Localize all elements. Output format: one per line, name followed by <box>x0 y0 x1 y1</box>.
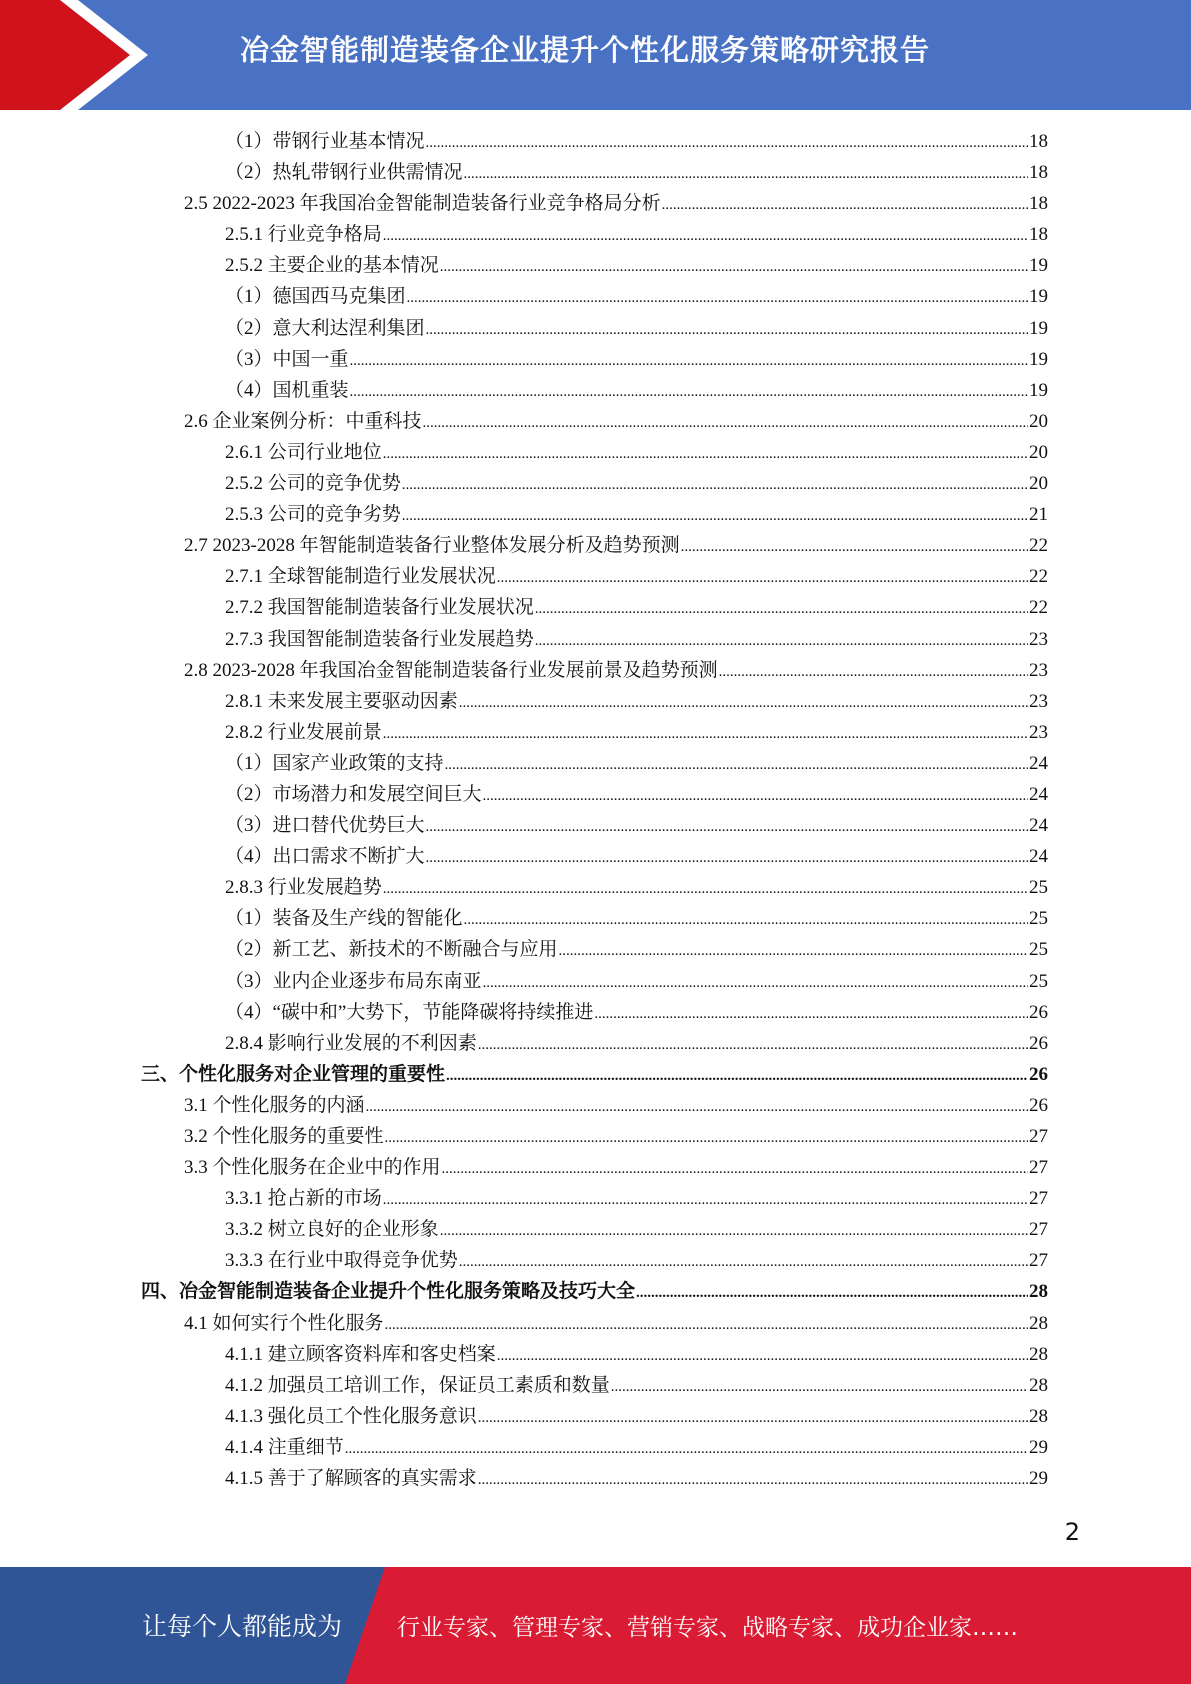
toc-entry-page: 27 <box>1029 1219 1048 1241</box>
toc-leader-dots <box>345 1434 1028 1465</box>
toc-leader-dots <box>483 968 1028 999</box>
toc-entry-title: （4）“碳中和”大势下，节能降碳将持续推进 <box>225 1001 594 1023</box>
toc-entry-title: 3.3.1 抢占新的市场 <box>225 1188 382 1210</box>
toc-entry[interactable] <box>0 313 1048 344</box>
toc-entry-page: 29 <box>1029 1468 1048 1490</box>
toc-entry-page: 19 <box>1029 286 1048 308</box>
toc-entry-title: 4.1.2 加强员工培训工作，保证员工素质和数量 <box>225 1374 610 1396</box>
toc-entry-title: （2）意大利达涅利集团 <box>225 317 425 339</box>
toc-entry-page: 26 <box>1029 1032 1048 1054</box>
toc-leader-dots <box>464 905 1028 936</box>
toc-entry-title: 3.3 个性化服务在企业中的作用 <box>184 1157 441 1179</box>
toc-leader-dots <box>559 936 1028 967</box>
toc-entry[interactable] <box>0 934 1048 965</box>
toc-entry-title: （2）热轧带钢行业供需情况 <box>225 162 463 184</box>
toc-entry-page: 28 <box>1029 1281 1048 1303</box>
toc-entry-page: 20 <box>1029 410 1048 432</box>
toc-entry[interactable] <box>0 1370 1048 1401</box>
toc-leader-dots <box>478 1465 1028 1496</box>
toc-entry-page: 27 <box>1029 1250 1048 1272</box>
toc-entry-title: 3.3.2 树立良好的企业形象 <box>225 1219 439 1241</box>
toc-entry[interactable] <box>0 810 1048 841</box>
toc-entry[interactable] <box>0 872 1048 903</box>
toc-entry-title: （2）新工艺、新技术的不断融合与应用 <box>225 939 558 961</box>
toc-entry[interactable] <box>0 748 1048 779</box>
toc-entry[interactable] <box>0 1152 1048 1183</box>
toc-entry[interactable] <box>0 126 1048 157</box>
toc-entry[interactable] <box>0 1463 1048 1494</box>
toc-leader-dots <box>681 532 1028 563</box>
toc-entry[interactable] <box>0 1090 1048 1121</box>
toc-entry[interactable] <box>0 686 1048 717</box>
toc-entry[interactable] <box>0 1245 1048 1276</box>
toc-entry[interactable] <box>0 1059 1048 1090</box>
toc-entry-title: （1）德国西马克集团 <box>225 286 406 308</box>
toc-leader-dots <box>426 315 1028 346</box>
toc-entry-title: 2.8.1 未来发展主要驱动因素 <box>225 690 458 712</box>
toc-entry-page: 25 <box>1029 877 1048 899</box>
toc-entry[interactable] <box>0 468 1048 499</box>
toc-leader-dots <box>426 812 1028 843</box>
toc-entry-page: 18 <box>1029 193 1048 215</box>
toc-entry-page: 28 <box>1029 1374 1048 1396</box>
toc-leader-dots <box>535 594 1028 625</box>
toc-leader-dots <box>636 1278 1028 1309</box>
toc-entry-title: 3.1 个性化服务的内涵 <box>184 1094 365 1116</box>
toc-leader-dots <box>478 1030 1028 1061</box>
report-title: 冶金智能制造装备企业提升个性化服务策略研究报告 <box>240 33 931 67</box>
toc-leader-dots <box>402 501 1028 532</box>
toc-entry-page: 26 <box>1029 1001 1048 1023</box>
toc-leader-dots <box>385 1310 1028 1341</box>
toc-leader-dots <box>497 563 1028 594</box>
toc-entry-page: 23 <box>1029 659 1048 681</box>
toc-entry-page: 23 <box>1029 628 1048 650</box>
toc-entry[interactable] <box>0 779 1048 810</box>
toc-entry-title: 2.5.3 公司的竞争劣势 <box>225 504 401 526</box>
toc-entry-page: 24 <box>1029 783 1048 805</box>
toc-entry[interactable] <box>0 344 1048 375</box>
toc-entry-page: 18 <box>1029 131 1048 152</box>
toc-entry[interactable] <box>0 841 1048 872</box>
toc-entry-title: 4.1 如何实行个性化服务 <box>184 1312 384 1334</box>
toc-leader-dots <box>594 999 1028 1030</box>
toc-leader-dots <box>383 719 1028 750</box>
toc-entry-title: 2.7 2023-2028 年智能制造装备行业整体发展分析及趋势预测 <box>184 535 680 557</box>
toc-entry-page: 18 <box>1029 224 1048 246</box>
toc-leader-dots <box>383 439 1028 470</box>
toc-entry-page: 26 <box>1029 1094 1048 1116</box>
toc-entry[interactable] <box>0 1308 1048 1339</box>
page-number: 2 <box>1064 1518 1080 1546</box>
toc-entry[interactable] <box>0 655 1048 686</box>
toc-entry-page: 19 <box>1029 255 1048 277</box>
toc-entry[interactable] <box>0 375 1048 406</box>
toc-entry-page: 20 <box>1029 473 1048 495</box>
toc-entry-title: 2.6 企业案例分析：中重科技 <box>184 410 422 432</box>
toc-entry[interactable] <box>0 1183 1048 1214</box>
toc-entry-title: 2.5.2 公司的竞争优势 <box>225 473 401 495</box>
toc-leader-dots <box>350 377 1028 408</box>
toc-entry-title: 四、冶金智能制造装备企业提升个性化服务策略及技巧大全 <box>141 1281 636 1303</box>
toc-leader-dots <box>383 874 1028 905</box>
toc-entry[interactable] <box>0 530 1048 561</box>
toc-leader-dots <box>478 1403 1028 1434</box>
toc-entry-page: 25 <box>1029 908 1048 930</box>
toc-entry-title: （1）装备及生产线的智能化 <box>225 908 463 930</box>
toc-entry-page: 28 <box>1029 1312 1048 1334</box>
toc-entry-title: （3）中国一重 <box>225 348 349 370</box>
toc-leader-dots <box>440 1216 1028 1247</box>
toc-entry[interactable] <box>0 157 1048 188</box>
toc-entry[interactable] <box>0 624 1048 655</box>
toc-entry-page: 23 <box>1029 721 1048 743</box>
toc-entry-page: 29 <box>1029 1436 1048 1458</box>
toc-leader-dots <box>483 781 1028 812</box>
toc-entry-page: 28 <box>1029 1405 1048 1427</box>
toc-leader-dots <box>440 252 1028 283</box>
toc-leader-dots <box>423 408 1028 439</box>
toc-leader-dots <box>385 1123 1028 1154</box>
toc-entry-title: 3.3.3 在行业中取得竞争优势 <box>225 1250 458 1272</box>
page-header <box>0 0 1191 110</box>
toc-entry[interactable] <box>0 188 1048 219</box>
toc-leader-dots <box>719 657 1028 688</box>
toc-entry[interactable] <box>0 1276 1048 1307</box>
toc-entry-title: 4.1.4 注重细节 <box>225 1436 344 1458</box>
toc-entry-title: （4）国机重装 <box>225 379 349 401</box>
toc-entry[interactable] <box>0 1121 1048 1152</box>
toc-entry-page: 25 <box>1029 939 1048 961</box>
toc-entry-page: 21 <box>1029 504 1048 526</box>
toc-entry-title: 2.6.1 公司行业地位 <box>225 441 382 463</box>
toc-leader-dots <box>383 221 1028 252</box>
toc-leader-dots <box>445 750 1028 781</box>
toc-entry-page: 22 <box>1029 535 1048 557</box>
toc-leader-dots <box>611 1372 1028 1403</box>
toc-entry-page: 22 <box>1029 597 1048 619</box>
toc-entry-title: 2.5.1 行业竞争格局 <box>225 224 382 246</box>
toc-entry-title: 2.5 2022-2023 年我国冶金智能制造装备行业竞争格局分析 <box>184 193 661 215</box>
toc-leader-dots <box>446 1061 1028 1092</box>
toc-entry-page: 18 <box>1029 162 1048 184</box>
toc-entry[interactable] <box>0 219 1048 250</box>
toc-leader-dots <box>383 1185 1028 1216</box>
toc-entry-title: 2.7.3 我国智能制造装备行业发展趋势 <box>225 628 534 650</box>
toc-entry-title: 2.8.3 行业发展趋势 <box>225 877 382 899</box>
toc-entry-title: 三、个性化服务对企业管理的重要性 <box>141 1063 446 1085</box>
toc-entry-title: （3）进口替代优势巨大 <box>225 815 425 837</box>
toc-entry-title: （4）出口需求不断扩大 <box>225 846 425 868</box>
toc-entry-title: （1）国家产业政策的支持 <box>225 752 444 774</box>
toc-entry[interactable] <box>0 592 1048 623</box>
toc-entry-title: （1）带钢行业基本情况 <box>225 131 425 152</box>
toc-entry[interactable] <box>0 997 1048 1028</box>
toc-entry-page: 25 <box>1029 970 1048 992</box>
toc-leader-dots <box>497 1341 1028 1372</box>
toc-entry[interactable] <box>0 1432 1048 1463</box>
toc-entry-title: （3）业内企业逐步布局东南亚 <box>225 970 482 992</box>
toc-entry-title: 2.8 2023-2028 年我国冶金智能制造装备行业发展前景及趋势预测 <box>184 659 718 681</box>
toc-entry-page: 24 <box>1029 815 1048 837</box>
toc-entry-title: 4.1.5 善于了解顾客的真实需求 <box>225 1468 477 1490</box>
toc-entry[interactable] <box>0 561 1048 592</box>
toc-entry[interactable] <box>0 499 1048 530</box>
toc-leader-dots <box>366 1092 1028 1123</box>
toc-entry-page: 19 <box>1029 317 1048 339</box>
toc-leader-dots <box>459 688 1028 719</box>
toc-entry-title: 4.1.3 强化员工个性化服务意识 <box>225 1405 477 1427</box>
toc-entry-page: 27 <box>1029 1188 1048 1210</box>
toc-entry-page: 20 <box>1029 441 1048 463</box>
toc-entry[interactable] <box>0 717 1048 748</box>
toc-entry[interactable] <box>0 1401 1048 1432</box>
toc-entry-page: 28 <box>1029 1343 1048 1365</box>
toc-entry-page: 19 <box>1029 348 1048 370</box>
toc-entry[interactable] <box>0 966 1048 997</box>
toc-entry-page: 24 <box>1029 846 1048 868</box>
toc-leader-dots <box>662 190 1028 221</box>
toc-leader-dots <box>459 1247 1028 1278</box>
toc-leader-dots <box>442 1154 1028 1185</box>
toc-entry-page: 26 <box>1029 1063 1048 1085</box>
toc-entry[interactable] <box>0 437 1048 468</box>
toc-entry[interactable] <box>0 250 1048 281</box>
toc-entry[interactable] <box>0 406 1048 437</box>
toc-entry-page: 23 <box>1029 690 1048 712</box>
toc-entry-title: 2.5.2 主要企业的基本情况 <box>225 255 439 277</box>
toc-entry-page: 22 <box>1029 566 1048 588</box>
toc-entry[interactable] <box>0 1339 1048 1370</box>
toc-entry-page: 27 <box>1029 1126 1048 1147</box>
toc-entry-title: 2.7.1 全球智能制造行业发展状况 <box>225 566 496 588</box>
toc-entry[interactable] <box>0 1028 1048 1059</box>
toc-entry-page: 27 <box>1029 1157 1048 1179</box>
toc-entry-title: 3.2 个性化服务的重要性 <box>184 1126 384 1147</box>
toc-entry-title: 2.8.2 行业发展前景 <box>225 721 382 743</box>
toc-leader-dots <box>426 843 1028 874</box>
toc-leader-dots <box>426 128 1028 159</box>
toc-entry[interactable] <box>0 1214 1048 1245</box>
toc-leader-dots <box>350 346 1028 377</box>
toc-leader-dots <box>402 470 1028 501</box>
toc-entry-title: 4.1.1 建立顾客资料库和客史档案 <box>225 1343 496 1365</box>
toc-leader-dots <box>407 283 1028 314</box>
toc-entry-page: 19 <box>1029 379 1048 401</box>
toc-entry-title: （2）市场潜力和发展空间巨大 <box>225 783 482 805</box>
toc-entry-title: 2.8.4 影响行业发展的不利因素 <box>225 1032 477 1054</box>
toc-leader-dots <box>464 159 1028 190</box>
toc-entry-title: 2.7.2 我国智能制造装备行业发展状况 <box>225 597 534 619</box>
toc-entry-page: 24 <box>1029 752 1048 774</box>
toc-entry[interactable] <box>0 903 1048 934</box>
toc-leader-dots <box>535 626 1028 657</box>
footer-slogan-right: 行业专家、管理专家、营销专家、战略专家、成功企业家…… <box>397 1615 1018 1641</box>
footer-slogan-left: 让每个人都能成为 <box>142 1612 343 1641</box>
table-of-contents <box>0 126 1191 1494</box>
toc-entry[interactable] <box>0 281 1048 312</box>
page-footer <box>0 1567 1191 1684</box>
